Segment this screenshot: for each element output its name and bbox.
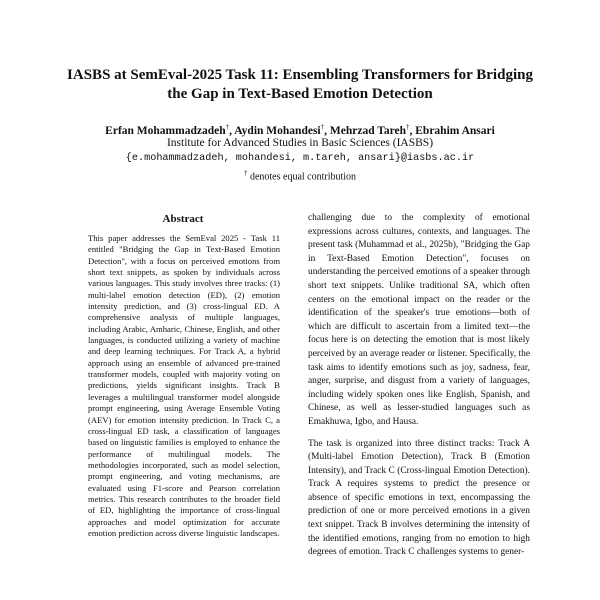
introduction-column — [308, 212, 530, 568]
author-mark: † — [225, 123, 230, 131]
author-affiliation: Institute for Advanced Studies in Basic Sciences (IASBS) — [166, 137, 434, 149]
author-name: Aydin Mohandesi — [234, 124, 321, 137]
equal-contribution-note — [40, 166, 560, 184]
intro-paragraph: challenging due to the complexity of emotional expressions across cultures, contexts, and languages. The present task (Muhammad et al., 2025b), "Bridging the Gap in Text-Based Emotion Detection", focuses on understanding the perceived emotions of a speaker through short text snippets. Unlike traditional SA, which often centers on the emotional impact on the reader or the identification of the speaker's true emotions—both of which are difficult to ascertain from a limited text—the focus here is on detecting the emotion that is most likely perceived by an average reader or listener. Specifically, the task aims to identify emotions such as joy, sadness, fear, anger, surprise, and disgust from a variety of languages, including widely spoken ones like English, Spanish, and Chinese, as well as lesser-studied languages such as Emakhuwa, Igbo, and Hausa. — [308, 213, 530, 427]
intro-paragraph: The task is organized into three distinct tracks: Track A (Multi-label Emotion Detection), Track B (Emotion Intensity), and Track C (Cross-lingual Emotion Detection). Track A requires systems to predict the presence or absence of specific emotions in text, encompassing the prediction of one or more perceived emotions in a given text snippet. Track B involves determining the intensity of the identified emotions, ranging from no emotion to high degrees of emotion. Track C challenges systems to gener- — [308, 438, 530, 558]
author-mark: † — [320, 123, 325, 131]
abstract-heading: Abstract — [162, 213, 204, 225]
author-list: Erfan Mohammadzadeh†, Aydin Mohandesi†, Mehrzad Tareh†, Ebrahim Ansari — [105, 123, 495, 137]
equal-contribution-text: denotes equal contribution — [249, 171, 357, 183]
paper-title: IASBS at SemEval-2025 Task 11: Ensembling Transformers for Bridging the Gap in Text-Based Emotion Detection — [67, 67, 533, 102]
author-emails: {e.mohammadzadeh, mohandesi, m.tareh, ansari}@iasbs.ac.ir — [125, 153, 475, 164]
author-mark: † — [406, 123, 410, 131]
author-name: Ebrahim Ansari — [415, 124, 495, 137]
author-name: Mehrzad Tareh — [329, 124, 407, 137]
abstract-text: This paper addresses the SemEval 2025 - Task 11 entitled "Bridging the Gap in Text-Based Emotion Detection", with a focus on perceived emotions from short text snippets, as spoken by individuals across various languages. This study involves three tracks: (1) multi-label emotion detection (ED), (2) emotion intensity prediction, and (3) cross-lingual ED. A comprehensive analysis of multiple languages, including Arabic, Amharic, Chinese, English, and other languages, is conducted utilizing a variety of machine and deep learning techniques. For Track A, a hybrid approach using an ensemble of advanced pre-trained transformer models, coupled with majority voting on predictions, yields significant insights. Track B leverages a multilingual transformer model alongside prompt engineering, using Average Ensemble Voting (AEV) for emotion intensity prediction. In Track C, a cross-lingual ED task, a classification of languages based on linguistic families is employed to enhance the performance of multilingual models. The methodologies incorporated, such as model selection, prompt engineering, and voting mechanisms, are evaluated using F1-score and Pearson correlation metrics. This research contributes to the broader field of ED, highlighting the importance of cross-lingual approaches and model optimization for accurate emotion prediction across diverse linguistic landscapes. — [88, 233, 280, 538]
author-name: Erfan Mohammadzadeh — [105, 124, 226, 137]
equal-contribution-mark: † — [243, 169, 248, 177]
